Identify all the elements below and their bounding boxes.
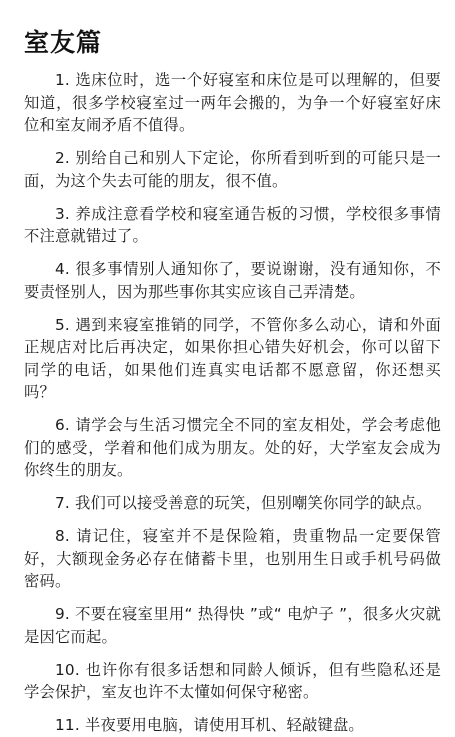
tips-list: [24, 69, 441, 737]
tip-item-9: 9. 不要在寝室里用“ 热得快 ”或“ 电炉子 ”，很多火灾就是因它而起。: [24, 605, 441, 646]
tip-item-6: 6. 请学会与生活习惯完全不同的室友相处，学会考虑他们的感受，学着和他们成为朋友。处的好，大学室友会成为你终生的朋友。: [24, 416, 441, 479]
tip-item-10: 10. 也许你有很多话想和同龄人倾诉，但有些隐私还是学会保护，室友也许不太懂如何保守秘密。: [24, 660, 441, 701]
tip-item-2: 2. 别给自己和别人下定论，你所看到听到的可能只是一面，为这个失去可能的朋友，很不值。: [24, 149, 441, 190]
tip-item-4: 4. 很多事情别人通知你了，要说谢谢，没有通知你，不要责怪别人，因为那些事你其实应该自己弄清楚。: [24, 260, 441, 301]
tip-item-7: 7. 我们可以接受善意的玩笑，但别嘲笑你同学的缺点。: [55, 494, 432, 512]
page-title: 室友篇: [24, 28, 103, 57]
tip-item-8: 8. 请记住，寝室并不是保险箱，贵重物品一定要保管好，大额现金务必存在储蓄卡里，也别用生日或手机号码做密码。: [24, 527, 441, 590]
tip-item-5: 5. 遇到来寝室推销的同学，不管你多么动心，请和外面正规店对比后再决定，如果你担心错失好机会，你可以留下同学的电话，如果他们连真实电话都不愿意留，你还想买吗？: [24, 315, 441, 401]
tip-item-1: 1. 选床位时，选一个好寝室和床位是可以理解的，但要知道，很多学校寝室过一两年会搬的，为争一个好寝室好床位和室友闹矛盾不值得。: [24, 71, 441, 134]
tip-item-3: 3. 养成注意看学校和寝室通告板的习惯，学校很多事情不注意就错过了。: [24, 204, 441, 245]
tip-item-11: 11. 半夜要用电脑，请使用耳机、轻敲键盘。: [55, 716, 364, 734]
